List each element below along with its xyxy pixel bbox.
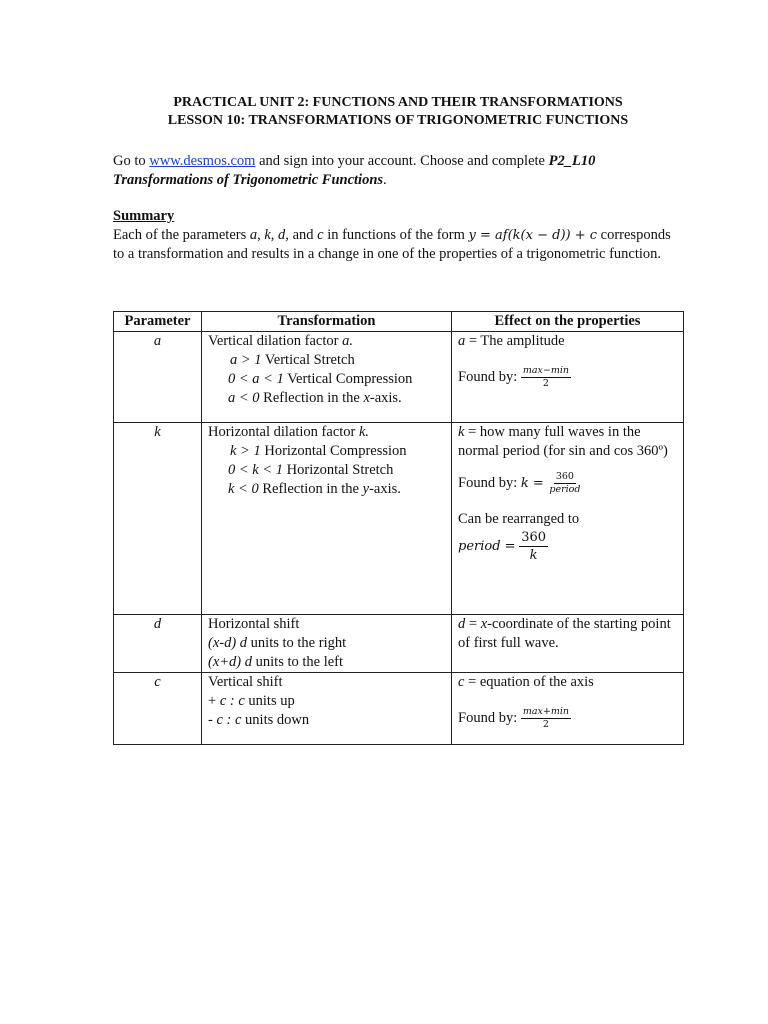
parameters-table: [113, 311, 684, 745]
param-cell: c: [114, 673, 202, 745]
effect-cell: k = how many full waves in the normal period (for sin and cos 360º) Found by: k = $\frac{360}{\text{period}}$ Can be rearranged to period = $\frac{360}{k}$: [452, 423, 684, 615]
effect-cell: a = The amplitude Found by: $\frac{\max-\min}{2}$: [452, 332, 684, 423]
effect-cell: c = equation of the axis Found by: $\frac{\max+\min}{2}$: [452, 673, 684, 745]
summary-heading: Summary: [113, 208, 175, 224]
intro-period: .: [383, 172, 387, 188]
transformation-cell: Horizontal dilation factor k. k > 1 Horizontal Compression 0 < k < 1 Horizontal Stretch k < 0 Reflection in the y-axis.: [202, 423, 452, 615]
document-page: [113, 94, 683, 264]
rearranged-text: Can be rearranged to: [458, 511, 580, 527]
title-line-1: PRACTICAL UNIT 2: FUNCTIONS AND THEIR TRANSFORMATIONS: [173, 95, 623, 110]
transformation-cell: Vertical shift + c : c units up - c : c units down: [202, 673, 452, 745]
activity-code: P2_L10: [548, 153, 596, 169]
header-transformation: Transformation: [202, 312, 452, 332]
header-parameter: Parameter: [114, 312, 202, 332]
axis-fraction: $\frac{\max+\min}{2}$: [522, 706, 569, 730]
table-row: [114, 673, 684, 745]
transformation-cell: Vertical dilation factor a. a > 1 Vertical Stretch 0 < a < 1 Vertical Compression a < 0 Reflection in the x-axis.: [202, 332, 452, 423]
transformation-cell: Horizontal shift (x-d) d units to the right (x+d) d units to the left: [202, 615, 452, 673]
table-header-row: [114, 312, 684, 332]
intro-text-2: and sign into your account. Choose and complete: [255, 153, 549, 169]
desmos-link[interactable]: www.desmos.com: [149, 153, 256, 169]
effect-cell: d = x-coordinate of the starting point of first full wave.: [452, 615, 684, 673]
general-formula: y = af(k(x − d)) + c: [468, 228, 598, 243]
table-row: [114, 615, 684, 673]
header-effect: Effect on the properties: [452, 312, 684, 332]
activity-title: Transformations of Trigonometric Functions: [113, 172, 384, 188]
table-row: [114, 332, 684, 423]
period-fraction: $\frac{360}{k}$: [521, 530, 547, 563]
table-row: [114, 423, 684, 615]
param-cell: k: [114, 423, 202, 615]
intro-text-1: Go to: [113, 153, 150, 169]
amplitude-fraction: $\frac{\max-\min}{2}$: [522, 365, 569, 389]
param-cell: d: [114, 615, 202, 673]
param-cell: a: [114, 332, 202, 423]
intro-paragraph: [113, 152, 683, 190]
title-line-2: LESSON 10: TRANSFORMATIONS OF TRIGONOMETRIC FUNCTIONS: [167, 113, 629, 128]
k-fraction: $\frac{360}{\text{period}}$: [549, 471, 581, 495]
summary-paragraph: Each of the parameters a, k, d, and c in functions of the form y = af(k(x − d)) + c corresponds to a transformation and results in a change in one of the properties of a trigonometric function.: [113, 227, 671, 262]
